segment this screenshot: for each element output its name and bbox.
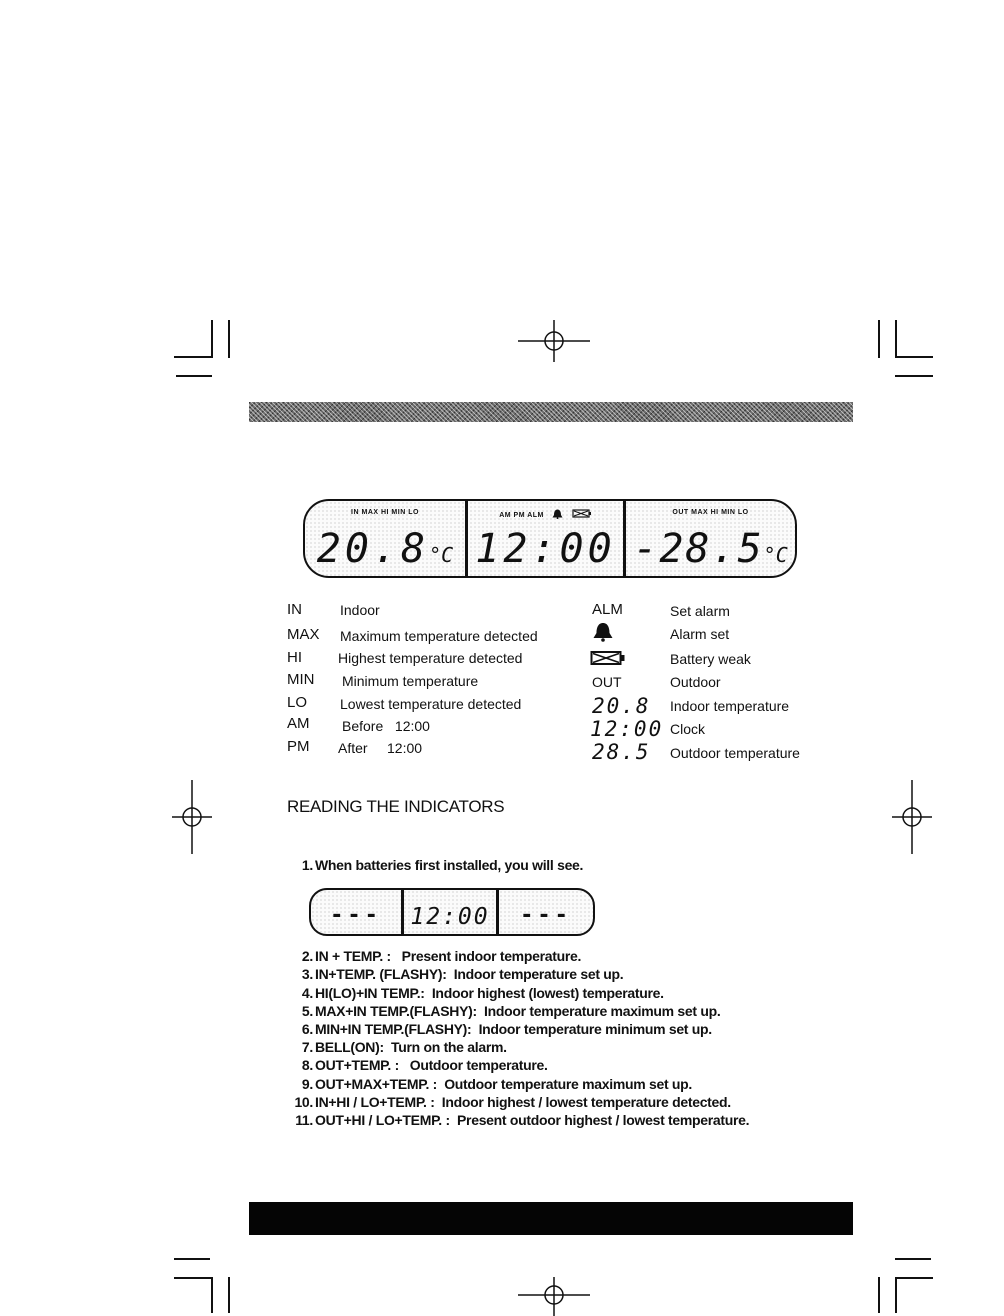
registration-mark-icon	[172, 780, 212, 854]
crop-mark	[211, 1277, 213, 1313]
crop-mark	[174, 1258, 210, 1260]
legend-desc: Lowest temperature detected	[340, 696, 522, 712]
legend-key: ALM	[592, 601, 623, 618]
legend-desc: Outdoor	[670, 674, 721, 690]
step-text: MAX+IN TEMP.(FLASHY): Indoor temperature maximum set up.	[315, 1003, 721, 1019]
legend-desc: Battery weak	[670, 651, 751, 667]
step-number: 8.	[301, 1057, 313, 1073]
step-item	[283, 857, 583, 873]
crop-mark	[228, 320, 230, 358]
crop-mark	[895, 320, 897, 358]
step-text: BELL(ON): Turn on the alarm.	[315, 1039, 507, 1055]
registration-mark-icon	[518, 320, 590, 362]
legend-key: MIN	[287, 671, 315, 688]
battery-icon	[572, 509, 592, 518]
lcd-outdoor-value	[626, 526, 795, 572]
legend-desc: Alarm set	[670, 626, 730, 642]
legend-desc: Minimum temperature	[342, 673, 479, 689]
registration-mark-icon	[892, 780, 932, 854]
initial-lcd-left	[311, 890, 401, 934]
step-number: 6.	[301, 1021, 313, 1037]
legend-key: AM	[287, 715, 310, 732]
step-item	[283, 1003, 720, 1019]
step-item	[283, 966, 623, 982]
step-number: 11.	[295, 1112, 313, 1128]
lcd-indoor-unit: °C	[429, 543, 454, 567]
lcd-indoor-segment	[305, 501, 465, 576]
step-text: HI(LO)+IN TEMP.: Indoor highest (lowest) temperature.	[315, 985, 664, 1001]
crop-mark	[878, 1277, 880, 1313]
registration-mark-icon	[518, 1277, 590, 1316]
step-text: When batteries first installed, you will see.	[315, 857, 584, 873]
initial-lcd-center	[401, 890, 496, 934]
crop-mark	[174, 356, 212, 358]
bell-icon	[592, 622, 614, 642]
step-item	[283, 1076, 692, 1092]
initial-lcd-right	[496, 890, 593, 934]
legend-desc: Maximum temperature detected	[340, 628, 538, 644]
lcd-outdoor-segment	[623, 501, 795, 576]
step-text: OUT+HI / LO+TEMP. : Present outdoor highest / lowest temperature.	[315, 1112, 750, 1128]
step-text: MIN+IN TEMP.(FLASHY): Indoor temperature minimum set up.	[315, 1021, 712, 1037]
step-number: 3.	[301, 966, 313, 982]
crop-mark	[895, 375, 933, 377]
step-number: 5.	[301, 1003, 313, 1019]
legend-key: MAX	[287, 626, 320, 643]
legend-desc: Clock	[670, 721, 706, 737]
step-text: OUT+TEMP. : Outdoor temperature.	[315, 1057, 548, 1073]
step-text: IN+HI / LO+TEMP. : Indoor highest / lowest temperature detected.	[315, 1094, 731, 1110]
lcd-outdoor-labels: OUT MAX HI MIN LO	[672, 509, 749, 516]
step-text: IN + TEMP. : Present indoor temperature.	[315, 948, 582, 964]
crop-mark	[878, 320, 880, 358]
step-text: IN+TEMP. (FLASHY): Indoor temperature set up.	[315, 966, 624, 982]
section-title: READING THE INDICATORS	[287, 797, 505, 816]
legend-lcd-value: 12:00	[590, 717, 664, 741]
legend-desc: Highest temperature detected	[338, 650, 523, 666]
step-item	[283, 948, 581, 964]
legend-lcd-value: 20.8	[592, 694, 651, 718]
legend-key: PM	[287, 738, 310, 755]
lcd-clock-label-text: AM PM ALM	[499, 512, 544, 519]
step-item	[283, 1057, 548, 1073]
legend-desc: Indoor	[340, 602, 380, 618]
legend-desc: Outdoor temperature	[670, 745, 800, 761]
step-number: 9.	[301, 1076, 313, 1092]
step-item	[283, 985, 664, 1001]
crop-mark	[174, 1277, 212, 1279]
lcd-outdoor-temp: -28.5	[633, 526, 764, 572]
crop-mark	[176, 375, 212, 377]
step-number: 1.	[301, 857, 313, 873]
step-number: 7.	[301, 1039, 313, 1055]
footer-bar	[249, 1202, 853, 1235]
legend-desc: Set alarm	[670, 603, 730, 619]
step-text: OUT+MAX+TEMP. : Outdoor temperature maximum set up.	[315, 1076, 692, 1092]
crop-mark	[895, 356, 933, 358]
initial-lcd-center-value: 12:00	[410, 904, 490, 930]
legend-lcd-value: 28.5	[592, 740, 651, 764]
initial-lcd-display	[309, 888, 595, 936]
lcd-display	[303, 499, 797, 578]
crop-mark	[895, 1277, 933, 1279]
step-item	[283, 1112, 749, 1128]
step-item	[283, 1094, 731, 1110]
step-number: 10.	[294, 1094, 313, 1110]
legend-key: HI	[287, 649, 302, 666]
initial-lcd-left-value: ---	[330, 903, 382, 928]
battery-icon	[590, 650, 626, 666]
step-item	[283, 1021, 712, 1037]
legend-desc: After 12:00	[338, 740, 423, 756]
lcd-outdoor-unit: °C	[763, 543, 788, 567]
crop-mark	[228, 1277, 230, 1313]
crop-mark	[895, 1277, 897, 1313]
legend-desc: Indoor temperature	[670, 698, 790, 714]
step-number: 2.	[301, 948, 313, 964]
initial-lcd-right-value: ---	[520, 903, 572, 928]
lcd-indoor-labels: IN MAX HI MIN LO	[351, 509, 419, 516]
crop-mark	[211, 320, 213, 358]
lcd-indoor-temp: 20.8	[316, 526, 430, 572]
header-bar	[249, 402, 853, 422]
lcd-indoor-value	[305, 526, 465, 572]
lcd-clock-labels	[468, 509, 623, 519]
lcd-clock-segment	[465, 501, 623, 576]
bell-icon	[552, 509, 563, 519]
legend-key: LO	[287, 694, 308, 711]
legend-key: OUT	[592, 674, 622, 690]
lcd-clock-value: 12:00	[475, 526, 616, 572]
crop-mark	[895, 1258, 931, 1260]
step-item	[283, 1039, 507, 1055]
legend-key: IN	[287, 601, 302, 618]
step-number: 4.	[301, 985, 313, 1001]
legend-desc: Before 12:00	[342, 718, 430, 734]
